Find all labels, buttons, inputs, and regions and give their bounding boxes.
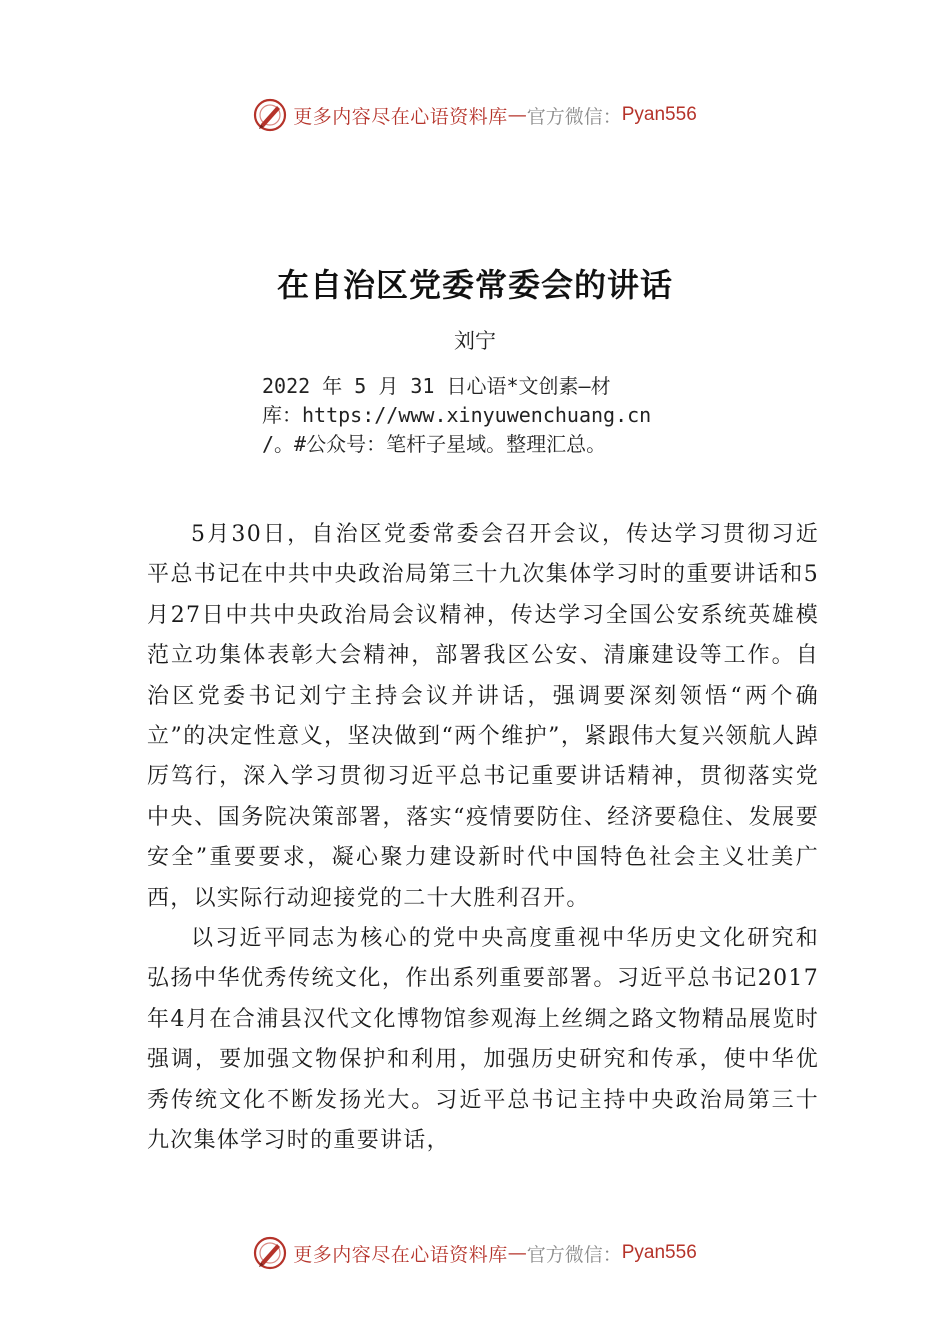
banner-separator: —: [507, 1242, 527, 1264]
banner-wechat-id: Pyan556: [621, 104, 697, 125]
document-meta: [262, 372, 702, 459]
document-body: [147, 515, 819, 1162]
banner-wechat-label: 官方微信：: [526, 105, 622, 128]
pen-logo-icon: [253, 98, 287, 132]
banner-separator: —: [507, 104, 527, 126]
banner-slogan: 更多内容尽在心语资料库: [293, 105, 508, 128]
body-paragraph: 5月30日，自治区党委常委会召开会议，传达学习贯彻习近平总书记在中共中央政治局第三十九次集体学习时的重要讲话和5月27日中共中央政治局会议精神，传达学习全国公安系统英雄模范立功集体表彰大会精神，部署我区公安、清廉建设等工作。自治区党委书记刘宁主持会议并讲话，强调要深刻领悟“两个确立”的决定性意义，坚决做到“两个维护”，紧跟伟大复兴领航人踔厉笃行，深入学习贯彻习近平总书记重要讲话精神，贯彻落实党中央、国务院决策部署，落实“疫情要防住、经济要稳住、发展要安全”重要要求，凝心聚力建设新时代中国特色社会主义壮美广西，以实际行动迎接党的二十大胜利召开。: [147, 522, 819, 911]
banner-wechat-id: Pyan556: [621, 1242, 697, 1263]
document-author: 刘宁: [454, 329, 496, 353]
banner-slogan: 更多内容尽在心语资料库: [293, 1243, 508, 1266]
meta-line: 2022 年 5 月 31 日心语*文创素—材: [262, 374, 611, 398]
meta-line: /。#公众号：笔杆子星域。整理汇总。: [262, 432, 607, 456]
footer-banner: [0, 1233, 950, 1273]
document-title: 在自治区党委常委会的讲话: [276, 266, 673, 304]
header-banner: [0, 95, 950, 135]
pen-logo-icon: [253, 1236, 287, 1270]
body-paragraph: 以习近平同志为核心的党中央高度重视中华历史文化研究和弘扬中华优秀传统文化，作出系列重要部署。习近平总书记2017年4月在合浦县汉代文化博物馆参观海上丝绸之路文物精品展览时强调，要加强文物保护和利用，加强历史研究和传承，使中华优秀传统文化不断发扬光大。习近平总书记主持中央政治局第三十九次集体学习时的重要讲话，: [147, 926, 819, 1154]
meta-line: 库：https://www.xinyuwenchuang.cn: [262, 403, 652, 427]
banner-wechat-label: 官方微信：: [526, 1243, 622, 1266]
